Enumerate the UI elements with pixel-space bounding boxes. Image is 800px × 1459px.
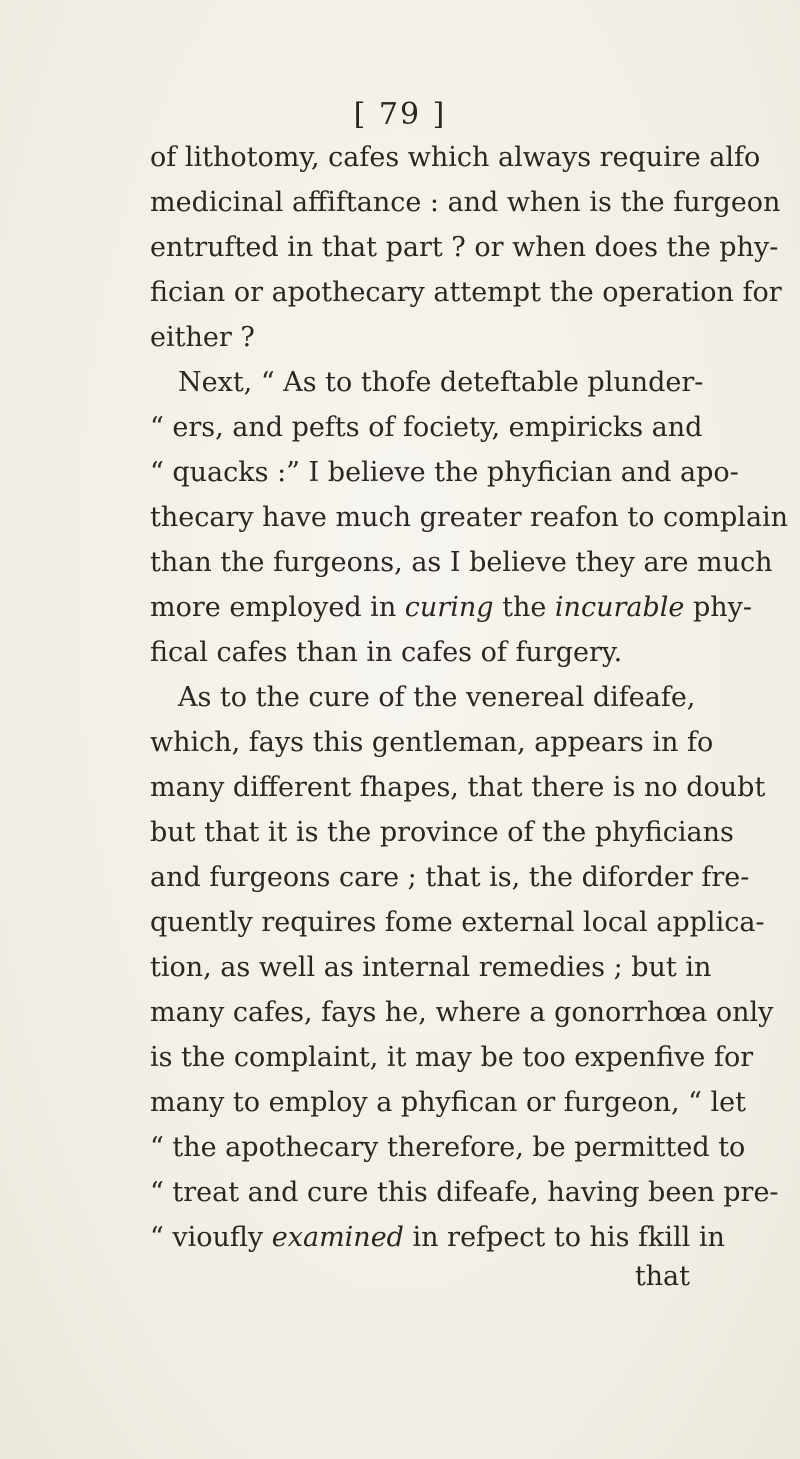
text-line: fical cafes than in cafes of furgery. — [150, 637, 623, 668]
text-line: either ? — [150, 322, 255, 353]
text-line: many to employ a phyfican or furgeon, “ let — [150, 1087, 746, 1118]
text-line: “ the apothecary therefore, be permitted to — [150, 1132, 746, 1163]
text-line: thecary have much greater reafon to complain — [150, 502, 789, 533]
text-line: “ quacks :” I believe the phyfician and apo- — [150, 457, 739, 488]
text-line: than the furgeons, as I believe they are much — [150, 547, 773, 578]
text-line: entrufted in that part ? or when does the phy- — [150, 232, 779, 263]
text-line: medicinal affiftance : and when is the furgeon — [150, 187, 781, 218]
text-line: As to the cure of the venereal difeafe, — [178, 682, 696, 713]
page-number: [ 79 ] — [353, 97, 447, 132]
text-line: which, fays this gentleman, appears in fo — [150, 727, 714, 758]
text-line: “ ers, and pefts of fociety, empiricks and — [150, 412, 703, 443]
text-line: but that it is the province of the phyficians — [150, 817, 734, 848]
text-line: and furgeons care ; that is, the diforder fre- — [150, 862, 750, 893]
text-line: more employed in curing the incurable phy- — [150, 592, 752, 623]
text-line: tion, as well as internal remedies ; but in — [150, 952, 712, 983]
text-line: quently requires fome external local applica- — [150, 907, 765, 938]
text-line: many different fhapes, that there is no doubt — [150, 772, 766, 803]
text-line: Next, “ As to thofe deteftable plunder- — [178, 367, 704, 398]
text-line: is the complaint, it may be too expenfive for — [150, 1042, 754, 1073]
catchword: that — [634, 1261, 690, 1292]
text-line: “ vioufly examined in refpect to his fkill in — [150, 1222, 725, 1253]
text-line: fician or apothecary attempt the operation for — [150, 277, 782, 308]
text-line: many cafes, fays he, where a gonorrhœa only — [150, 997, 774, 1028]
text-line: of lithotomy, cafes which always require alfo — [150, 142, 761, 173]
text-line: “ treat and cure this difeafe, having been pre- — [150, 1177, 779, 1208]
